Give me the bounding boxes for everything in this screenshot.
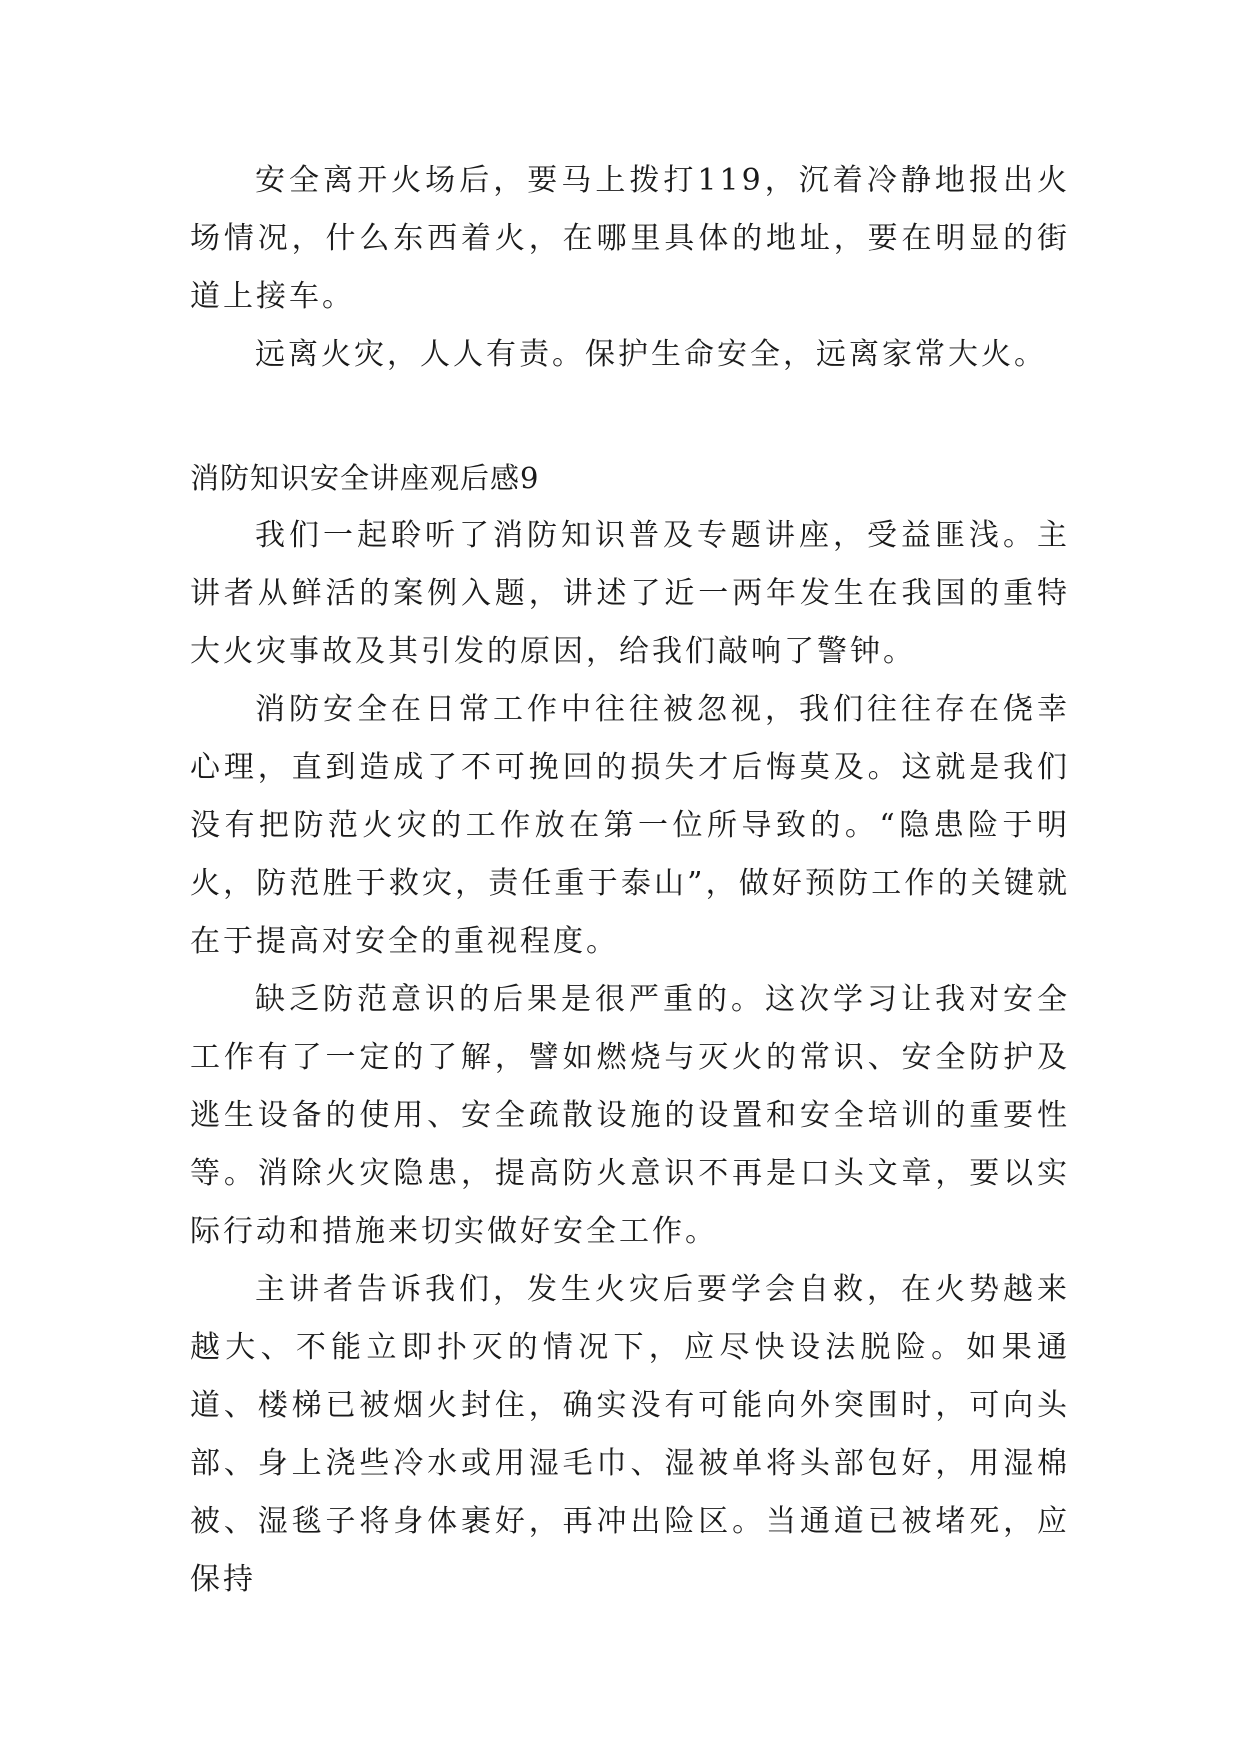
paragraph-fire-escape-call: 安全离开火场后，要马上拨打119，沉着冷静地报出火场情况，什么东西着火，在哪里具体的地址，要在明显的街道上接车。 [190, 163, 1070, 314]
top-text-block [190, 152, 1070, 384]
section-title: 消防知识安全讲座观后感9 [190, 461, 540, 495]
paragraph-safety-neglect: 消防安全在日常工作中往往被忽视，我们往往存在侥幸心理，直到造成了不可挽回的损失才后悔莫及。这就是我们没有把防范火灾的工作放在第一位所导致的。“隐患险于明火，防范胜于救灾，责任重于泰山”，做好预防工作的关键就在于提高对安全的重视程度。 [190, 692, 1070, 959]
section-block [190, 449, 1070, 1609]
paragraph-fire-safety-slogan: 远离火灾，人人有责。保护生命安全，远离家常大火。 [255, 337, 1047, 372]
paragraph-lecture-intro: 我们一起聆听了消防知识普及专题讲座，受益匪浅。主讲者从鲜活的案例入题，讲述了近一两年发生在我国的重特大火灾事故及其引发的原因，给我们敲响了警钟。 [190, 518, 1070, 669]
paragraph-prevention-awareness: 缺乏防范意识的后果是很严重的。这次学习让我对安全工作有了一定的了解，譬如燃烧与灭火的常识、安全防护及逃生设备的使用、安全疏散设施的设置和安全培训的重要性等。消除火灾隐患，提高防火意识不再是口头文章，要以实际行动和措施来切实做好安全工作。 [190, 982, 1070, 1249]
paragraph-self-rescue: 主讲者告诉我们，发生火灾后要学会自救，在火势越来越大、不能立即扑灭的情况下，应尽快设法脱险。如果通道、楼梯已被烟火封住，确实没有可能向外突围时，可向头部、身上浇些冷水或用湿毛巾、湿被单将头部包好，用湿棉被、湿毯子将身体裹好，再冲出险区。当通道已被堵死，应保持 [190, 1272, 1070, 1597]
